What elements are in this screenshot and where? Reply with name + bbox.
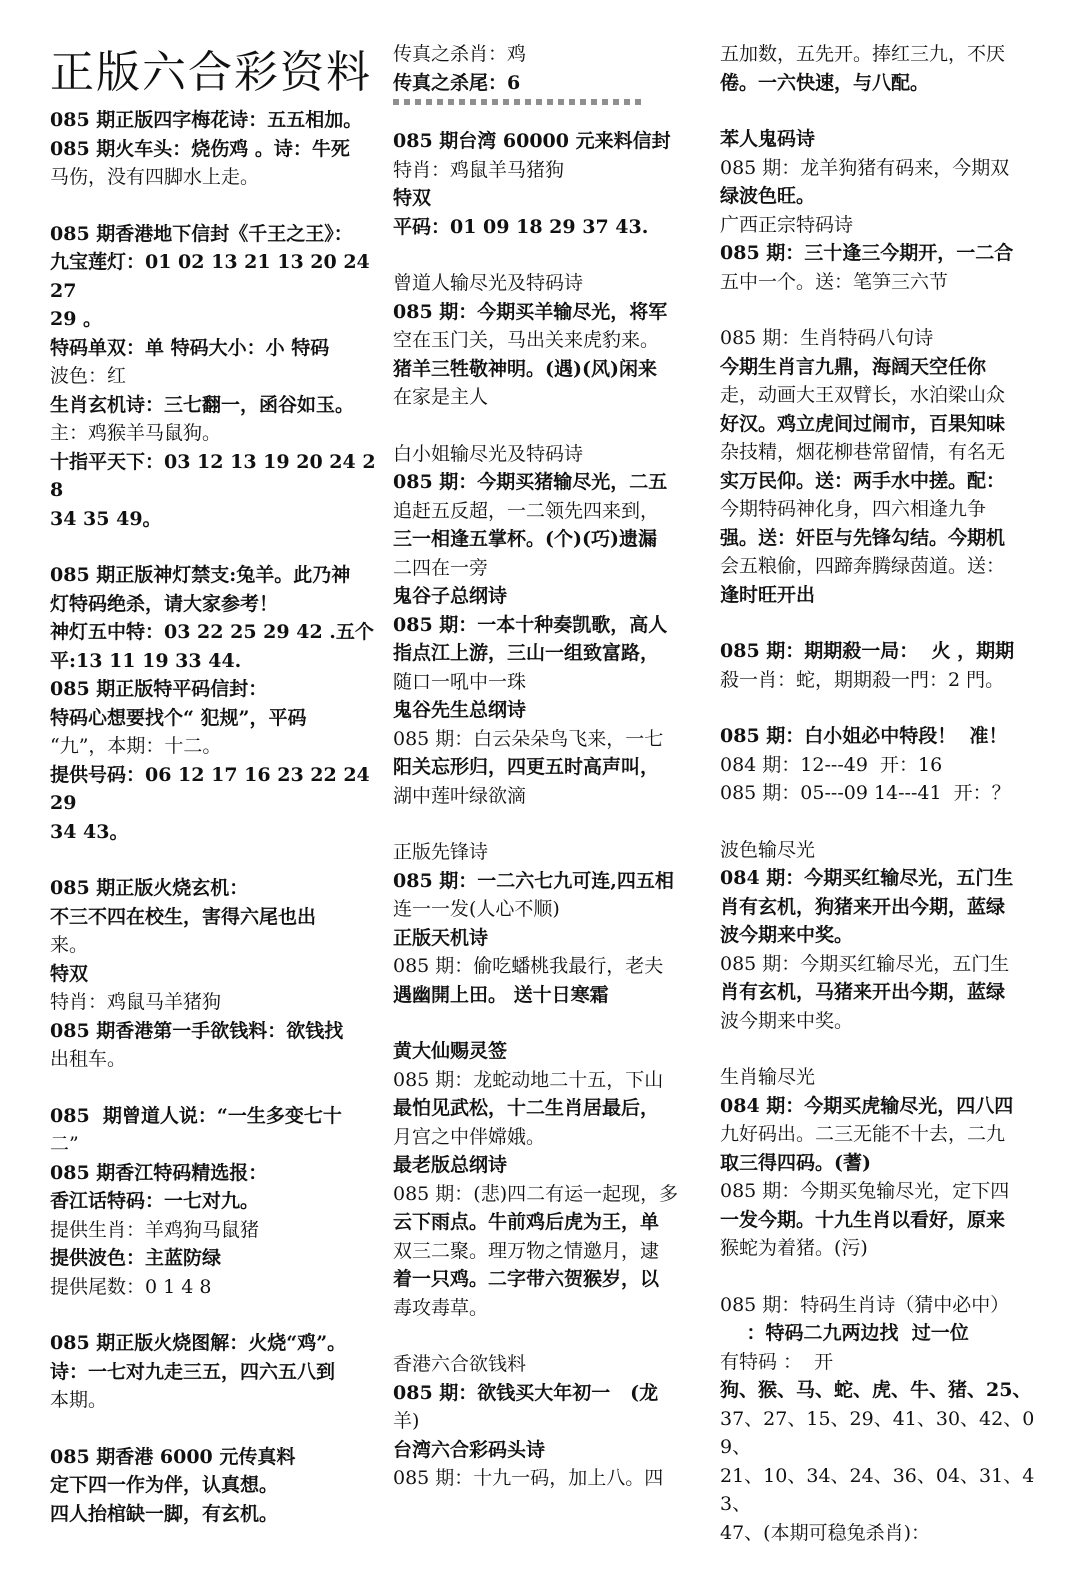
text-line: 085 期曾道人说：“一生多变七十 xyxy=(50,1104,342,1127)
text-line: 三一相逢五掌杯。(个)(巧)遗漏 xyxy=(393,528,657,550)
text-block xyxy=(50,1329,380,1415)
text-line: 波色：红 xyxy=(50,365,127,387)
text-line: 阳关忘形归，四更五时高声叫， xyxy=(393,756,660,778)
page-title: 正版六合彩资料 xyxy=(50,47,372,98)
text-line: 085 期：一二六七九可连,四五相 xyxy=(393,869,674,892)
text-line: 绿波色旺。 xyxy=(720,185,816,207)
text-block xyxy=(50,220,380,534)
text-line: 肖有玄机，狗猪来开出今期，蓝绿 xyxy=(720,895,1006,918)
text-line: 特肖：鸡鼠马羊猪狗 xyxy=(50,991,222,1013)
text-line: 鬼谷子总纲诗 xyxy=(393,585,508,607)
text-line: “九”，本期：十二。 xyxy=(50,735,222,757)
text-line: 灯特码绝杀，请大家参考！ xyxy=(50,592,279,615)
text-line: 双三二聚。理万物之情邀月，逮 xyxy=(393,1239,660,1262)
text-line: 连一一发(人心不顺) xyxy=(393,898,560,920)
text-line: 生肖玄机诗：三七翻一，函谷如玉。 xyxy=(50,393,355,416)
scan-artifact-line xyxy=(393,99,643,105)
text-line: 085 期：05---09 14---41 开：？ xyxy=(720,782,1011,804)
text-line: 取三得四码。(蓍) xyxy=(720,1151,871,1174)
text-line: 47、(本期可稳兔杀肖)： xyxy=(720,1521,931,1544)
text-line: 会五粮偷，四蹄奔腾绿茵道。送： xyxy=(720,555,1006,577)
text-block xyxy=(393,269,705,412)
text-line: 084 期：今期买红输尽光，五门生 xyxy=(720,867,1014,889)
text-line: 正版天机诗 xyxy=(393,926,489,949)
text-block xyxy=(50,106,380,192)
text-line: 马伤，没有四脚水上走。 xyxy=(50,166,260,188)
text-line: 波今期来中奖。 xyxy=(720,924,854,946)
text-line: 085 期：今期买兔输尽光，定下四 xyxy=(720,1180,1010,1202)
text-block xyxy=(720,722,1050,808)
text-line: 殺一肖：蛇，期期殺一門：2 門。 xyxy=(720,668,1005,691)
text-line: 085 期正版火烧玄机： xyxy=(50,877,249,899)
text-block xyxy=(393,127,705,241)
text-line: 猴蛇为着猪。(污) xyxy=(720,1237,868,1259)
text-line: 在家是主人 xyxy=(393,386,489,408)
text-line: 085 期：龙蛇动地二十五，下山 xyxy=(393,1068,664,1091)
text-line: 今期特码神化身，四六相逢九争 xyxy=(720,498,987,520)
text-block xyxy=(720,1063,1050,1263)
text-line: 085 期正版特平码信封： xyxy=(50,678,268,700)
text-block xyxy=(393,40,705,97)
text-line: 37、27、15、29、41、30、42、09、 xyxy=(720,1407,1035,1458)
text-line: 084 期：今期买虎输尽光，四八四 xyxy=(720,1094,1014,1117)
text-line: 085 期香港 6000 元传真料 xyxy=(50,1445,296,1468)
text-line: 月宫之中伴嫦娥。 xyxy=(393,1125,546,1148)
text-line: 指点江上游，三山一组致富路， xyxy=(393,642,660,664)
column-2 xyxy=(393,40,705,1521)
text-line: ：特码二九两边找 过一位 xyxy=(720,1322,969,1344)
text-line: 085 期：三十逢三今期开，一二合 xyxy=(720,242,1014,264)
text-line: 085 期火车头：烧伤鸡 。诗：牛死 xyxy=(50,137,350,160)
text-line: 广西正宗特码诗 xyxy=(720,213,854,236)
text-line: 定下四一作为伴，认真想。 xyxy=(50,1474,279,1496)
text-line: 平:13 11 19 33 44. xyxy=(50,649,242,672)
text-block xyxy=(720,40,1050,97)
text-line: 特肖：鸡鼠羊马猪狗 xyxy=(393,158,565,181)
text-line: 传真之杀肖：鸡 xyxy=(393,43,527,65)
text-line: 台湾六合彩码头诗 xyxy=(393,1438,546,1461)
text-line: 本期。 xyxy=(50,1389,108,1411)
text-line: 走，动画大王双臂长，水泊梁山众 xyxy=(720,384,1006,406)
text-line: 084 期：12---49 开：16 xyxy=(720,753,943,776)
text-line: 逢时旺开出 xyxy=(720,583,816,606)
text-line: 五加数，五先开。捧红三九，不厌 xyxy=(720,43,1006,65)
text-line: 最老版总纲诗 xyxy=(393,1154,508,1176)
text-line: 今期生肖言九鼎，海阔天空任你 xyxy=(720,355,987,378)
text-block xyxy=(50,561,380,846)
text-line: 湖中莲叶绿欲滴 xyxy=(393,784,527,807)
text-line: 波今期来中奖。 xyxy=(720,1009,854,1032)
text-line: 34 35 49。 xyxy=(50,507,162,530)
text-line: 正版先锋诗 xyxy=(393,841,489,863)
text-line: 云下雨点。牛前鸡后虎为王，单 xyxy=(393,1211,660,1233)
text-line: 猪羊三牲敬神明。(遇)(风)闲来 xyxy=(393,357,657,380)
text-line: 一发今期。十九生肖以看好，原来 xyxy=(720,1208,1006,1231)
text-line: 特码心想要找个“ 犯规”，平码 xyxy=(50,706,307,729)
text-line: 085 期：生肖特码八句诗 xyxy=(720,327,934,349)
text-line: 毒攻毒草。 xyxy=(393,1296,489,1319)
text-block xyxy=(50,1102,380,1302)
text-line: 倦。一六快速，与八配。 xyxy=(720,71,930,94)
text-line: 085 期香江特码精选报： xyxy=(50,1161,268,1184)
text-line: 香港六合欲钱料 xyxy=(393,1353,527,1375)
text-line: 提供生肖：羊鸡狗马鼠猪 xyxy=(50,1218,260,1241)
text-line: 二” xyxy=(50,1133,79,1155)
text-line: 肖有玄机，马猪来开出今期，蓝绿 xyxy=(720,981,1006,1003)
text-block xyxy=(393,1350,705,1493)
text-line: 085 期：龙羊狗猪有码来，今期双 xyxy=(720,156,1010,179)
text-line: 085 期香港地下信封《千王之王》： xyxy=(50,222,353,245)
text-line: 085 期：(悲)四二有运一起现，多 xyxy=(393,1182,679,1205)
text-line: 强。送：奸臣与先锋勾结。今期机 xyxy=(720,526,1006,549)
text-block xyxy=(393,440,705,811)
text-line: 九宝莲灯：01 02 13 21 13 20 24 27 xyxy=(50,251,377,302)
text-line: 085 期：今期买羊输尽光，将军 xyxy=(393,300,668,323)
text-line: 29 。 xyxy=(50,308,103,330)
text-line: 追赶五反超，一二领先四来到， xyxy=(393,499,660,522)
text-line: 杂技精，烟花柳巷常留情，有名无 xyxy=(720,441,1006,463)
text-line: 不三不四在校生，害得六尾也出 xyxy=(50,905,317,928)
text-line: 特码单双：单 特码大小：小 特码 xyxy=(50,336,330,359)
text-line: 085 期：白小姐必中特段！ 准！ xyxy=(720,725,1008,747)
text-line: 随口一吼中一珠 xyxy=(393,670,527,693)
text-line: 21、10、34、24、36、04、31、43、 xyxy=(720,1464,1035,1515)
text-line: 特双 xyxy=(393,187,432,209)
text-block xyxy=(720,324,1050,609)
text-line: 好汉。鸡立虎间过闹市，百果知味 xyxy=(720,412,1006,435)
text-line: 提供波色：主蓝防绿 xyxy=(50,1247,222,1269)
text-line: 085 期：偷吃蟠桃我最行，老夫 xyxy=(393,955,664,977)
text-line: 085 期：一本十种奏凯歌，高人 xyxy=(393,613,668,636)
text-line: 来。 xyxy=(50,934,89,956)
text-line: 白小姐输尽光及特码诗 xyxy=(393,442,584,465)
text-line: 085 期：十九一码，加上八。四 xyxy=(393,1467,664,1489)
text-line: 苯人鬼码诗 xyxy=(720,128,816,150)
text-line: 提供号码：06 12 17 16 23 22 24 29 xyxy=(50,763,377,814)
text-block xyxy=(393,1037,705,1322)
text-line: 085 期：期期殺一局： 火 ，期期 xyxy=(720,640,1015,662)
text-line: 四人抬棺缺一脚，有玄机。 xyxy=(50,1502,279,1525)
text-line: 085 期香港第一手欲钱料：欲钱找 xyxy=(50,1019,344,1042)
text-line: 生肖输尽光 xyxy=(720,1066,816,1088)
text-line: 主：鸡猴羊马鼠狗。 xyxy=(50,422,222,444)
text-line: 实万民仰。送：两手水中搓。配： xyxy=(720,469,1006,492)
text-line: 085 期：白云朵朵鸟飞来，一七 xyxy=(393,727,664,750)
text-line: 着一只鸡。二字带六贺猴岁，以 xyxy=(393,1268,660,1290)
text-block xyxy=(393,838,705,1009)
text-line: 085 期：今期买猪输尽光，二五 xyxy=(393,471,668,493)
column-1 xyxy=(50,40,380,1556)
text-block xyxy=(720,125,1050,296)
text-line: 二四在一旁 xyxy=(393,556,489,579)
text-line: 九好码出。二三无能不十去，二九 xyxy=(720,1123,1006,1145)
text-line: 黄大仙赐灵签 xyxy=(393,1040,508,1062)
text-line: 鬼谷先生总纲诗 xyxy=(393,699,527,721)
text-line: 平码：01 09 18 29 37 43. xyxy=(393,215,649,238)
column-3 xyxy=(720,40,1050,1575)
text-line: 出租车。 xyxy=(50,1048,127,1070)
text-line: 085 期：特码生肖诗（猜中必中） xyxy=(720,1293,1010,1316)
text-line: 香江话特码：一七对九。 xyxy=(50,1190,260,1212)
text-block xyxy=(720,637,1050,694)
text-block xyxy=(720,1291,1050,1548)
text-line: 羊) xyxy=(393,1410,420,1432)
text-line: 特双 xyxy=(50,962,89,985)
text-line: 34 43。 xyxy=(50,820,129,843)
text-line: 十指平天下：03 12 13 19 20 24 28 xyxy=(50,450,376,501)
text-line: 提供尾数：0 1 4 8 xyxy=(50,1275,212,1298)
text-block xyxy=(720,836,1050,1036)
text-line: 波色输尽光 xyxy=(720,838,816,861)
text-line: 遇幽開上田。 送十日寒霜 xyxy=(393,983,609,1006)
text-line: 085 期正版火烧图解：火烧“鸡”。 xyxy=(50,1332,347,1354)
text-line: 085 期台湾 60000 元来料信封 xyxy=(393,130,671,152)
text-line: 085 期：今期买红输尽光，五门生 xyxy=(720,952,1010,975)
text-line: 085 期正版神灯禁支:兔羊。此乃神 xyxy=(50,564,351,586)
text-line: 诗：一七对九走三五，四六五八到 xyxy=(50,1360,336,1383)
text-line: 085 期正版四字梅花诗：五五相加。 xyxy=(50,109,363,131)
text-block xyxy=(50,1443,380,1529)
text-line: 狗、猴、马、蛇、虎、牛、猪、25、 xyxy=(720,1379,1032,1401)
text-line: 神灯五中特：03 22 25 29 42 .五个 xyxy=(50,621,374,643)
text-line: 五中一个。送：笔笋三六节 xyxy=(720,270,949,293)
text-line: 085 期：欲钱买大年初一 (龙 xyxy=(393,1381,659,1404)
text-line: 最怕见武松，十二生肖居最后， xyxy=(393,1097,660,1119)
text-line: 传真之杀尾：6 xyxy=(393,71,521,94)
text-block xyxy=(50,874,380,1074)
text-line: 有特码 ： 开 xyxy=(720,1350,834,1373)
text-line: 空在玉门关，马出关来虎豹来。 xyxy=(393,329,660,351)
text-line: 曾道人输尽光及特码诗 xyxy=(393,272,584,294)
